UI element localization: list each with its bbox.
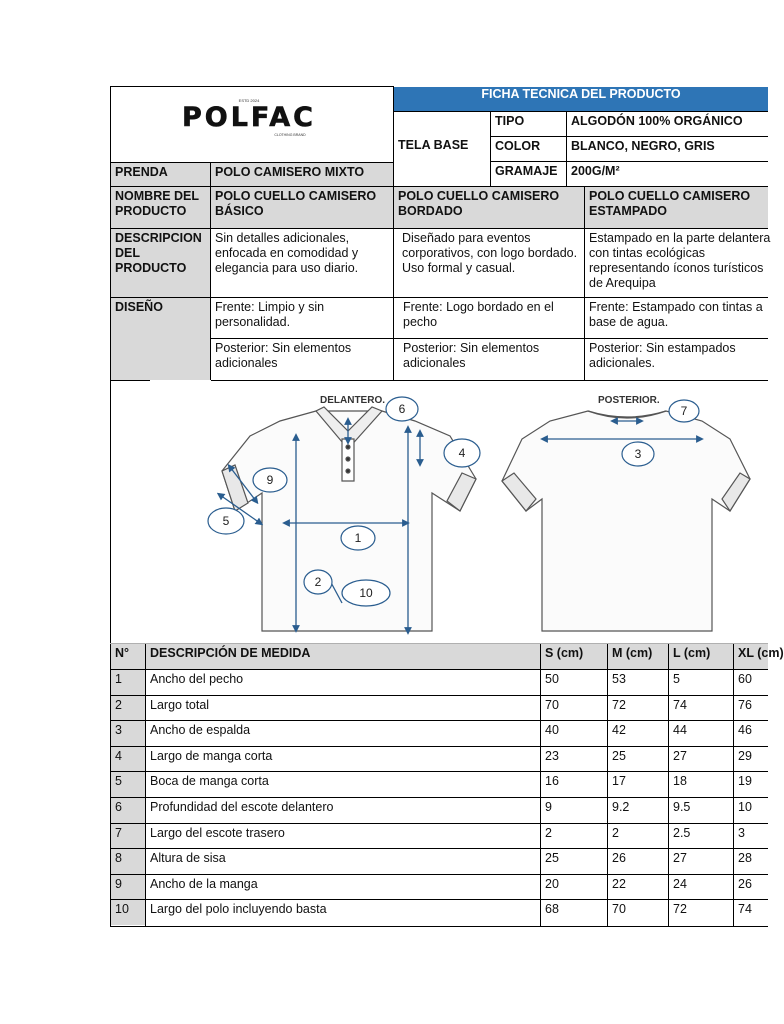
row-number: 1 bbox=[111, 670, 145, 695]
row-m: 72 bbox=[612, 698, 626, 712]
posterior-basico: Posterior: Sin elementos adicionales bbox=[215, 341, 352, 370]
row-l: 44 bbox=[673, 723, 687, 737]
descripcion-label: DESCRIPCION DEL PRODUCTO bbox=[111, 229, 210, 297]
row-xl: 60 bbox=[738, 672, 752, 686]
row-l: 27 bbox=[673, 749, 687, 763]
row-description: Profundidad del escote delantero bbox=[150, 800, 334, 814]
row-number: 2 bbox=[111, 696, 145, 721]
row-description: Altura de sisa bbox=[150, 851, 226, 865]
row-m: 9.2 bbox=[612, 800, 630, 814]
header-descripcion: DESCRIPCIÓN DE MEDIDA bbox=[146, 644, 540, 669]
row-number: 7 bbox=[111, 824, 145, 849]
descripcion-bordado: Diseñado para eventos corporativos, con logo bordado. Uso formal y casual. bbox=[402, 231, 578, 275]
row-l: 5 bbox=[673, 672, 680, 686]
marker-4: 4 bbox=[458, 446, 466, 460]
front-label: DELANTERO. bbox=[320, 395, 385, 406]
row-s: 20 bbox=[545, 877, 559, 891]
row-s: 16 bbox=[545, 774, 559, 788]
row-xl: 3 bbox=[738, 826, 745, 840]
row-s: 40 bbox=[545, 723, 559, 737]
marker-5: 5 bbox=[222, 514, 230, 528]
logo-small-bottom: CLOTHING BRAND bbox=[274, 133, 306, 137]
logo-small-top: ESTD 2024 bbox=[238, 98, 260, 103]
row-number: 4 bbox=[111, 747, 145, 772]
row-m: 2 bbox=[612, 826, 619, 840]
row-l: 24 bbox=[673, 877, 687, 891]
logo-brand: POLFAC bbox=[181, 102, 317, 133]
marker-2: 2 bbox=[314, 575, 322, 589]
diseno-label: DISEÑO bbox=[111, 298, 210, 380]
row-xl: 26 bbox=[738, 877, 752, 891]
tipo-value: ALGODÓN 100% ORGÁNICO bbox=[571, 114, 743, 128]
frente-bordado: Frente: Logo bordado en el pecho bbox=[403, 300, 554, 329]
row-m: 25 bbox=[612, 749, 626, 763]
posterior-estampado: Posterior: Sin estampados adicionales. bbox=[589, 341, 736, 370]
row-m: 17 bbox=[612, 774, 626, 788]
header-m: M (cm) bbox=[608, 644, 668, 669]
row-description: Ancho de la manga bbox=[150, 877, 258, 891]
row-xl: 28 bbox=[738, 851, 752, 865]
variant-estampado: POLO CUELLO CAMISERO ESTAMPADO bbox=[585, 187, 768, 228]
row-description: Largo total bbox=[150, 698, 210, 712]
row-number: 3 bbox=[111, 721, 145, 746]
row-m: 42 bbox=[612, 723, 626, 737]
row-l: 9.5 bbox=[673, 800, 691, 814]
row-description: Ancho de espalda bbox=[150, 723, 251, 737]
row-number: 6 bbox=[111, 798, 145, 823]
row-m: 70 bbox=[612, 902, 626, 916]
row-l: 2.5 bbox=[673, 826, 691, 840]
brand-logo bbox=[140, 96, 358, 140]
row-l: 18 bbox=[673, 774, 687, 788]
header-l: L (cm) bbox=[669, 644, 733, 669]
row-m: 22 bbox=[612, 877, 626, 891]
marker-7: 7 bbox=[680, 404, 688, 418]
frente-basico: Frente: Limpio y sin personalidad. bbox=[215, 300, 325, 329]
row-l: 74 bbox=[673, 698, 687, 712]
row-m: 26 bbox=[612, 851, 626, 865]
row-s: 2 bbox=[545, 826, 552, 840]
row-xl: 76 bbox=[738, 698, 752, 712]
row-number: 9 bbox=[111, 875, 145, 900]
row-xl: 74 bbox=[738, 902, 752, 916]
row-xl: 46 bbox=[738, 723, 752, 737]
gramaje-value: 200G/M² bbox=[571, 164, 620, 178]
row-xl: 19 bbox=[738, 774, 752, 788]
row-s: 68 bbox=[545, 902, 559, 916]
frente-estampado: Frente: Estampado con tintas a base de agua. bbox=[589, 300, 763, 329]
marker-6: 6 bbox=[398, 402, 406, 416]
back-shirt-drawing bbox=[502, 411, 750, 631]
marker-3: 3 bbox=[634, 447, 642, 461]
variant-basico: POLO CUELLO CAMISERO BÁSICO bbox=[211, 187, 393, 228]
row-xl: 29 bbox=[738, 749, 752, 763]
row-s: 50 bbox=[545, 672, 559, 686]
tipo-label: TIPO bbox=[495, 114, 525, 128]
descripcion-basico: Sin detalles adicionales, enfocada en comodidad y elegancia para uso diario. bbox=[215, 231, 359, 275]
prenda-value: POLO CAMISERO MIXTO bbox=[211, 163, 393, 186]
descripcion-estampado: Estampado en la parte delantera con tintas ecológicas representando íconos turísticos de Arequipa bbox=[589, 231, 771, 290]
header-s: S (cm) bbox=[541, 644, 607, 669]
row-s: 25 bbox=[545, 851, 559, 865]
row-number: 8 bbox=[111, 849, 145, 874]
marker-10: 10 bbox=[359, 586, 373, 600]
row-l: 72 bbox=[673, 902, 687, 916]
row-description: Largo del polo incluyendo basta bbox=[150, 902, 327, 916]
tela-base-label: TELA BASE bbox=[398, 138, 469, 152]
gramaje-label: GRAMAJE bbox=[495, 164, 558, 178]
row-number: 5 bbox=[111, 772, 145, 797]
marker-9: 9 bbox=[266, 473, 274, 487]
row-l: 27 bbox=[673, 851, 687, 865]
variant-bordado: POLO CUELLO CAMISERO BORDADO bbox=[394, 187, 584, 228]
header-no: N° bbox=[111, 644, 145, 669]
garment-sketch bbox=[110, 381, 768, 644]
color-label: COLOR bbox=[495, 139, 541, 153]
prenda-label: PRENDA bbox=[111, 163, 210, 186]
row-description: Boca de manga corta bbox=[150, 774, 269, 788]
row-number: 10 bbox=[111, 900, 145, 925]
row-description: Ancho del pecho bbox=[150, 672, 244, 686]
sheet-title: FICHA TECNICA DEL PRODUCTO bbox=[394, 87, 768, 111]
row-s: 9 bbox=[545, 800, 552, 814]
posterior-bordado: Posterior: Sin elementos adicionales bbox=[403, 341, 540, 370]
row-s: 70 bbox=[545, 698, 559, 712]
row-s: 23 bbox=[545, 749, 559, 763]
row-m: 53 bbox=[612, 672, 626, 686]
row-description: Largo de manga corta bbox=[150, 749, 273, 763]
nombre-label: NOMBRE DEL PRODUCTO bbox=[111, 187, 210, 228]
row-description: Largo del escote trasero bbox=[150, 826, 285, 840]
header-xl: XL (cm) bbox=[734, 644, 768, 669]
row-xl: 10 bbox=[738, 800, 752, 814]
back-label: POSTERIOR. bbox=[598, 395, 660, 406]
color-value: BLANCO, NEGRO, GRIS bbox=[571, 139, 715, 153]
marker-1: 1 bbox=[354, 531, 362, 545]
